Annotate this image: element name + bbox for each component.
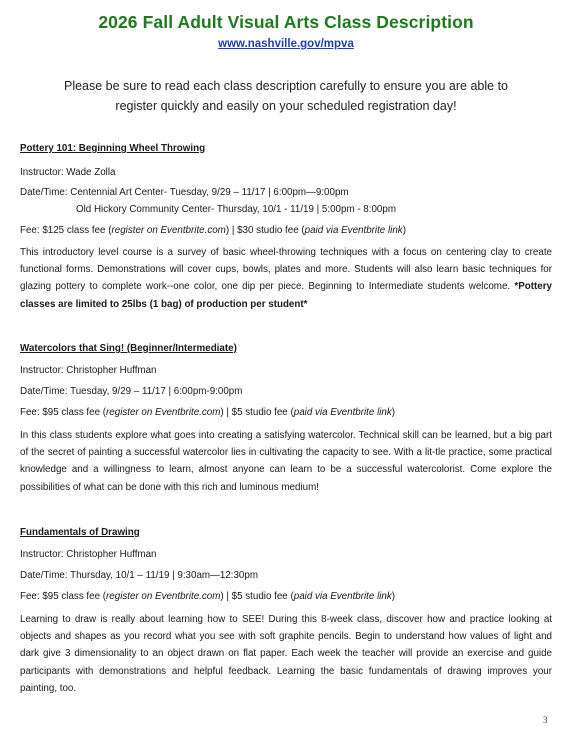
description-pottery	[20, 244, 552, 313]
fee-paid-note: paid via Eventbrite link	[293, 591, 392, 602]
fee-register-note: register on Eventbrite.com	[106, 407, 221, 418]
description-text: This introductory level course is a survey of basic wheel-throwing techniques with a focus on centering clay to create functional forms. Demonstrations will cover cups, bowls, plates and more. Students will also learn basic techniques for glazing pottery to complete work--one color, one dip per piece. Beginning to Intermediate students welcome.	[20, 247, 552, 293]
fee-paid-note: paid via Eventbrite link	[304, 225, 403, 236]
description-drawing: Learning to draw is really about learning how to SEE! During this 8-week class, discover how and practice looking at objects and shapes as you record what you see with soft graphite pencils. Begin to understand how values of light and dark give 3 dimensionality to an object drawn on flat paper. Each week the teacher will provide an exercise and guide participants with demonstrations and helpful feedback. Learning the basic fundamentals of drawing improves your painting, too.	[20, 614, 552, 694]
website-link[interactable]: www.nashville.gov/mpva	[218, 38, 354, 50]
fee-text: )	[402, 225, 406, 236]
fee-text: ) | $5 studio fee (	[220, 591, 294, 602]
fee-text: ) | $5 studio fee (	[220, 407, 294, 418]
datetime-drawing: Date/Time: Thursday, 10/1 – 11/19 | 9:30am—12:30pm	[20, 570, 258, 581]
fee-pottery	[20, 225, 406, 236]
fee-paid-note: paid via Eventbrite link	[293, 407, 392, 418]
pottery-limit-note: *Pottery classes are limited to 25lbs (1 bag) of production per student*	[20, 281, 552, 310]
fee-drawing	[20, 591, 395, 602]
intro-line-2: register quickly and easily on your scheduled registration day!	[115, 99, 457, 113]
fee-watercolors	[20, 407, 395, 418]
fee-register-note: register on Eventbrite.com	[111, 225, 226, 236]
fee-text: ) | $30 studio fee (	[225, 225, 305, 236]
datetime-pottery-alt: Old Hickory Community Center- Thursday, 10/1 - 11/19 | 5:00pm - 8:00pm	[76, 204, 396, 215]
fee-text: )	[391, 407, 396, 418]
fee-register-note: register on Eventbrite.com	[106, 591, 221, 602]
instructor-pottery: Instructor: Wade Zolla	[20, 167, 116, 178]
instructor-drawing: Instructor: Christopher Huffman	[20, 549, 157, 560]
fee-text: Fee: $95 class fee (	[20, 407, 107, 418]
page-number: 3	[543, 715, 548, 725]
intro-text	[40, 76, 532, 116]
datetime-pottery: Date/Time: Centennial Art Center- Tuesday, 9/29 – 11/17 | 6:00pm—9:00pm	[20, 187, 349, 198]
description-watercolors: In this class students explore what goes into creating a satisfying watercolor. Technical skill can be learned, but a big part of the secret of painting a successful watercolor lies in cultivating the capacity to see. With a lit-tle practice, some practical knowledge and a willingness to learn, almost anyone can learn to be a successful watercolorist. Come explore the possibilities of what can be done with this rich and luminous medium!	[20, 430, 552, 493]
instructor-watercolors: Instructor: Christopher Huffman	[20, 365, 157, 376]
class-title-watercolors: Watercolors that Sing! (Beginner/Intermediate)	[20, 343, 237, 354]
datetime-watercolors: Date/Time: Tuesday, 9/29 – 11/17 | 6:00pm-9:00pm	[20, 386, 243, 397]
fee-text: Fee: $95 class fee (	[20, 591, 107, 602]
class-title-drawing: Fundamentals of Drawing	[20, 527, 140, 538]
fee-text: Fee: $125 class fee (	[20, 225, 112, 236]
intro-line-1: Please be sure to read each class description carefully to ensure you are able to	[63, 79, 508, 93]
fee-text: )	[391, 591, 396, 602]
class-title-pottery: Pottery 101: Beginning Wheel Throwing	[20, 143, 206, 154]
document-title: 2026 Fall Adult Visual Arts Class Description	[98, 12, 474, 32]
